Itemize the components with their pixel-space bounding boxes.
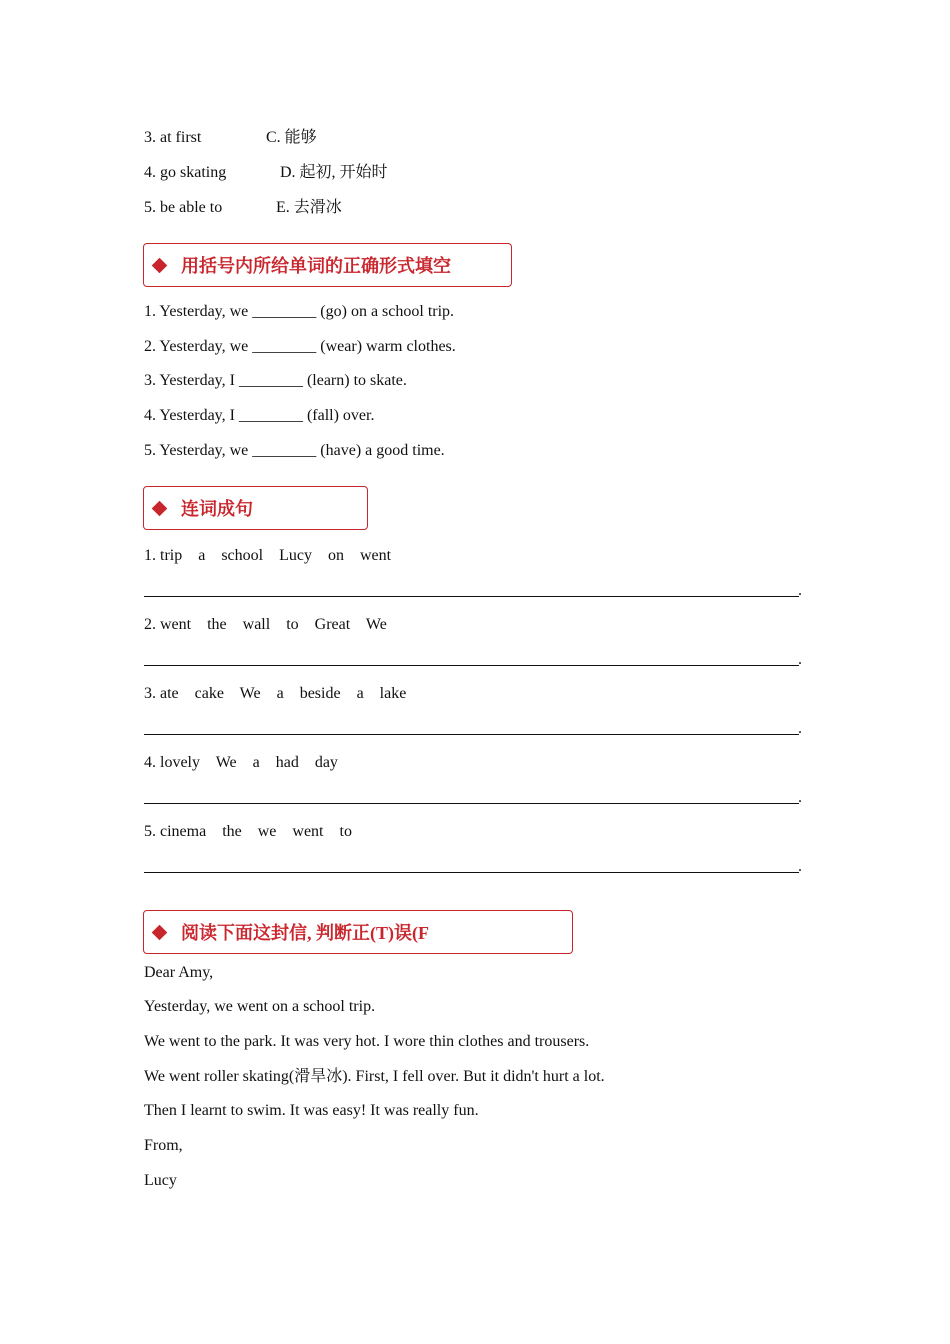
answer-line-4[interactable] (144, 802, 799, 804)
section-header-order (143, 486, 368, 530)
answer-line-1[interactable] (144, 595, 799, 597)
section-title-fill: 用括号内所给单词的正确形式填空 (181, 256, 451, 276)
fill-item-1: 1. Yesterday, we ________ (go) on a school trip. (144, 303, 455, 320)
match-option-d: D. 起初, 开始时 (280, 164, 388, 181)
section-title-read: 阅读下面这封信, 判断正(T)误(F (181, 923, 429, 943)
order-item-4: 4. lovely We a had day (144, 754, 338, 771)
end-mark-4: . (798, 789, 802, 806)
letter-line-1: Yesterday, we went on a school trip. (144, 998, 376, 1015)
end-mark-1: . (798, 582, 802, 599)
answer-line-2[interactable] (144, 664, 799, 666)
letter-line-2: We went to the park. It was very hot. I wore thin clothes and trousers. (144, 1033, 590, 1050)
diamond-icon (152, 500, 168, 516)
diamond-icon (152, 257, 168, 273)
letter-signature: Lucy (144, 1172, 177, 1189)
answer-line-5[interactable] (144, 871, 799, 873)
section-header-read (143, 910, 573, 954)
section-header-fill (143, 243, 512, 287)
match-option-c: C. 能够 (266, 129, 317, 146)
section-title-order: 连词成句 (181, 499, 253, 519)
order-item-5: 5. cinema the we went to (144, 823, 352, 840)
end-mark-2: . (798, 651, 802, 668)
match-phrase-5: 5. be able to (144, 199, 223, 216)
match-phrase-3: 3. at first (144, 129, 202, 146)
answer-line-3[interactable] (144, 733, 799, 735)
diamond-icon (152, 924, 168, 940)
fill-item-3: 3. Yesterday, I ________ (learn) to skate. (144, 372, 407, 389)
letter-line-4: Then I learnt to swim. It was easy! It was really fun. (144, 1102, 479, 1119)
letter-closing: From, (144, 1137, 183, 1154)
end-mark-3: . (798, 720, 802, 737)
fill-item-2: 2. Yesterday, we ________ (wear) warm clothes. (144, 338, 456, 355)
fill-item-4: 4. Yesterday, I ________ (fall) over. (144, 407, 375, 424)
order-item-1: 1. trip a school Lucy on went (144, 547, 392, 564)
letter-greeting: Dear Amy, (144, 964, 214, 981)
match-phrase-4: 4. go skating (144, 164, 227, 181)
fill-item-5: 5. Yesterday, we ________ (have) a good time. (144, 442, 445, 459)
order-item-2: 2. went the wall to Great We (144, 616, 387, 633)
order-item-3: 3. ate cake We a beside a lake (144, 685, 407, 702)
letter-line-3: We went roller skating(滑旱冰). First, I fell over. But it didn't hurt a lot. (144, 1068, 605, 1085)
end-mark-5: . (798, 858, 802, 875)
match-option-e: E. 去滑冰 (276, 199, 342, 216)
